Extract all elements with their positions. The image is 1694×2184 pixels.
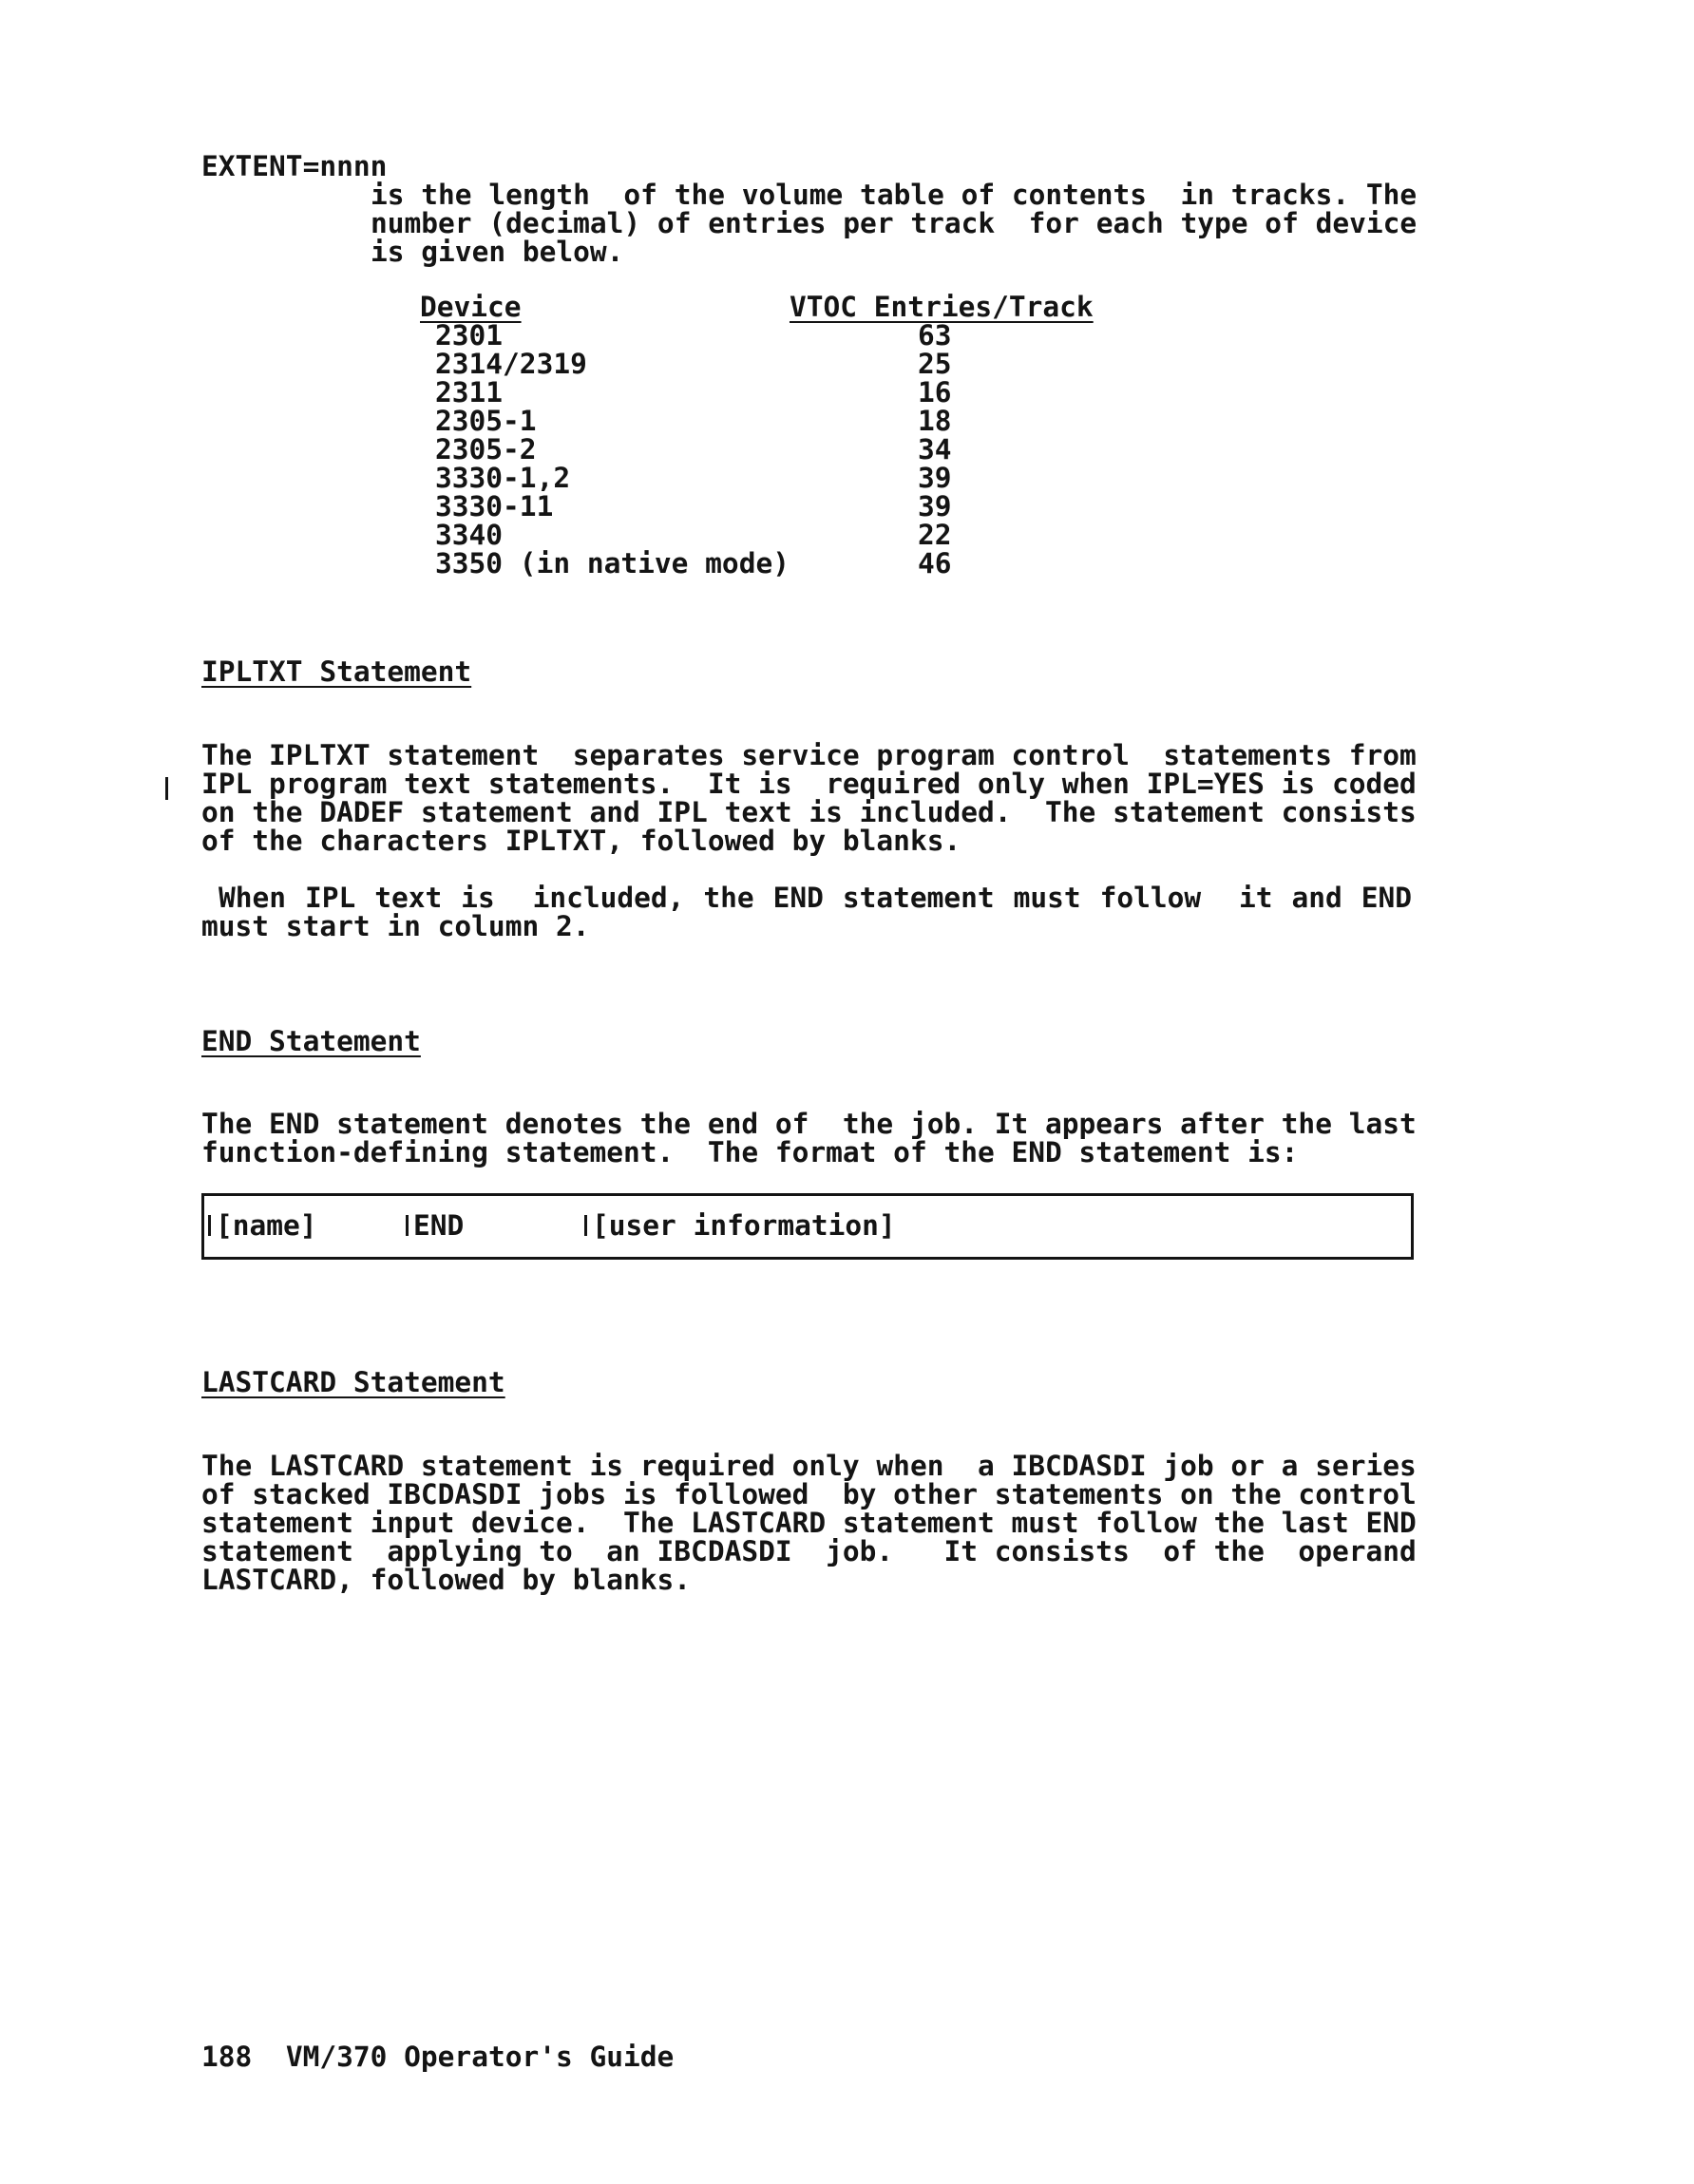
device-cell: 3330-1,2: [435, 462, 571, 494]
table-row: [420, 407, 1094, 435]
device-cell: 2301: [435, 319, 504, 351]
text-line: of the characters IPLTXT, followed by blanks.: [201, 825, 961, 857]
text-line: function-defining statement. The format of the END statement is:: [201, 1136, 1299, 1168]
syntax-name-field: [name]: [216, 1209, 317, 1242]
table-row: [420, 521, 1094, 549]
vtoc-cell: 39: [917, 462, 952, 494]
page-footer: [201, 2042, 674, 2071]
device-cell: 3340: [435, 519, 504, 551]
extent-line: number (decimal) of entries per track for each type of device: [371, 207, 1418, 239]
column-header-device: Device: [420, 291, 522, 323]
table-row: [420, 350, 1094, 378]
ipltxt-paragraph-2: [201, 883, 1412, 940]
text-line: The LASTCARD statement is required only when a IBCDASDI job or a series: [201, 1450, 1417, 1482]
end-syntax-box: [201, 1193, 1414, 1260]
text-line: statement input device. The LASTCARD statement must follow the last END: [201, 1507, 1417, 1539]
extent-line: is given below.: [371, 236, 624, 268]
vtoc-cell: 46: [917, 547, 952, 579]
vtoc-cell: 22: [917, 519, 952, 551]
text-line: must start in column 2.: [201, 910, 590, 942]
device-cell: 2305-2: [435, 433, 537, 465]
table-row: [420, 378, 1094, 407]
device-cell: 2314/2319: [435, 348, 587, 380]
text-line: When IPL text is included, the END statement must follow it and END: [219, 882, 1412, 914]
box-separator: [208, 1215, 211, 1236]
extent-description: [371, 179, 1418, 268]
vtoc-cell: 39: [917, 490, 952, 522]
table-row: [420, 435, 1094, 464]
device-cell: 3330-11: [435, 490, 554, 522]
end-heading: END Statement: [201, 1025, 421, 1057]
syntax-operand-field: [user information]: [592, 1209, 896, 1242]
vtoc-cell: 63: [917, 319, 952, 351]
vtoc-cell: 25: [917, 348, 952, 380]
box-separator: [584, 1215, 587, 1236]
device-vtoc-table: [420, 293, 1094, 578]
table-header-row: [420, 293, 1094, 321]
text-line: statement applying to an IBCDASDI job. It consists of the operand: [201, 1535, 1417, 1567]
syntax-operation-field: END: [413, 1209, 465, 1242]
text-line: on the DADEF statement and IPL text is included. The statement consists: [201, 796, 1417, 828]
text-line: The END statement denotes the end of the job. It appears after the last: [201, 1108, 1417, 1140]
ipltxt-paragraph-1: [201, 739, 1417, 857]
table-row: [420, 492, 1094, 521]
text-line: The IPLTXT statement separates service program control statements from: [201, 739, 1417, 771]
device-cell: 2305-1: [435, 405, 537, 437]
lastcard-heading: LASTCARD Statement: [201, 1366, 505, 1398]
text-line: LASTCARD, followed by blanks.: [201, 1564, 692, 1596]
extent-line: is the length of the volume table of contents in tracks. The: [371, 179, 1418, 211]
device-cell: 3350 (in native mode): [435, 547, 790, 579]
extent-term: EXTENT=nnnn: [201, 150, 388, 182]
page-number: 188: [201, 2041, 253, 2073]
box-separator: [406, 1215, 409, 1236]
text-line: of stacked IBCDASDI jobs is followed by other statements on the control: [201, 1478, 1417, 1510]
revision-bar: [165, 777, 168, 800]
table-row: [420, 321, 1094, 350]
vtoc-cell: 16: [917, 376, 952, 408]
table-row: [420, 549, 1094, 578]
end-paragraph: [201, 1108, 1417, 1168]
column-header-vtoc: VTOC Entries/Track: [789, 291, 1094, 323]
vtoc-cell: 18: [917, 405, 952, 437]
vtoc-cell: 34: [917, 433, 952, 465]
ipltxt-heading: IPLTXT Statement: [201, 655, 472, 688]
lastcard-paragraph: [201, 1450, 1417, 1596]
text-line: IPL program text statements. It is required only when IPL=YES is coded: [201, 768, 1417, 800]
device-cell: 2311: [435, 376, 504, 408]
publication-title: VM/370 Operator's Guide: [285, 2041, 675, 2073]
table-row: [420, 464, 1094, 492]
